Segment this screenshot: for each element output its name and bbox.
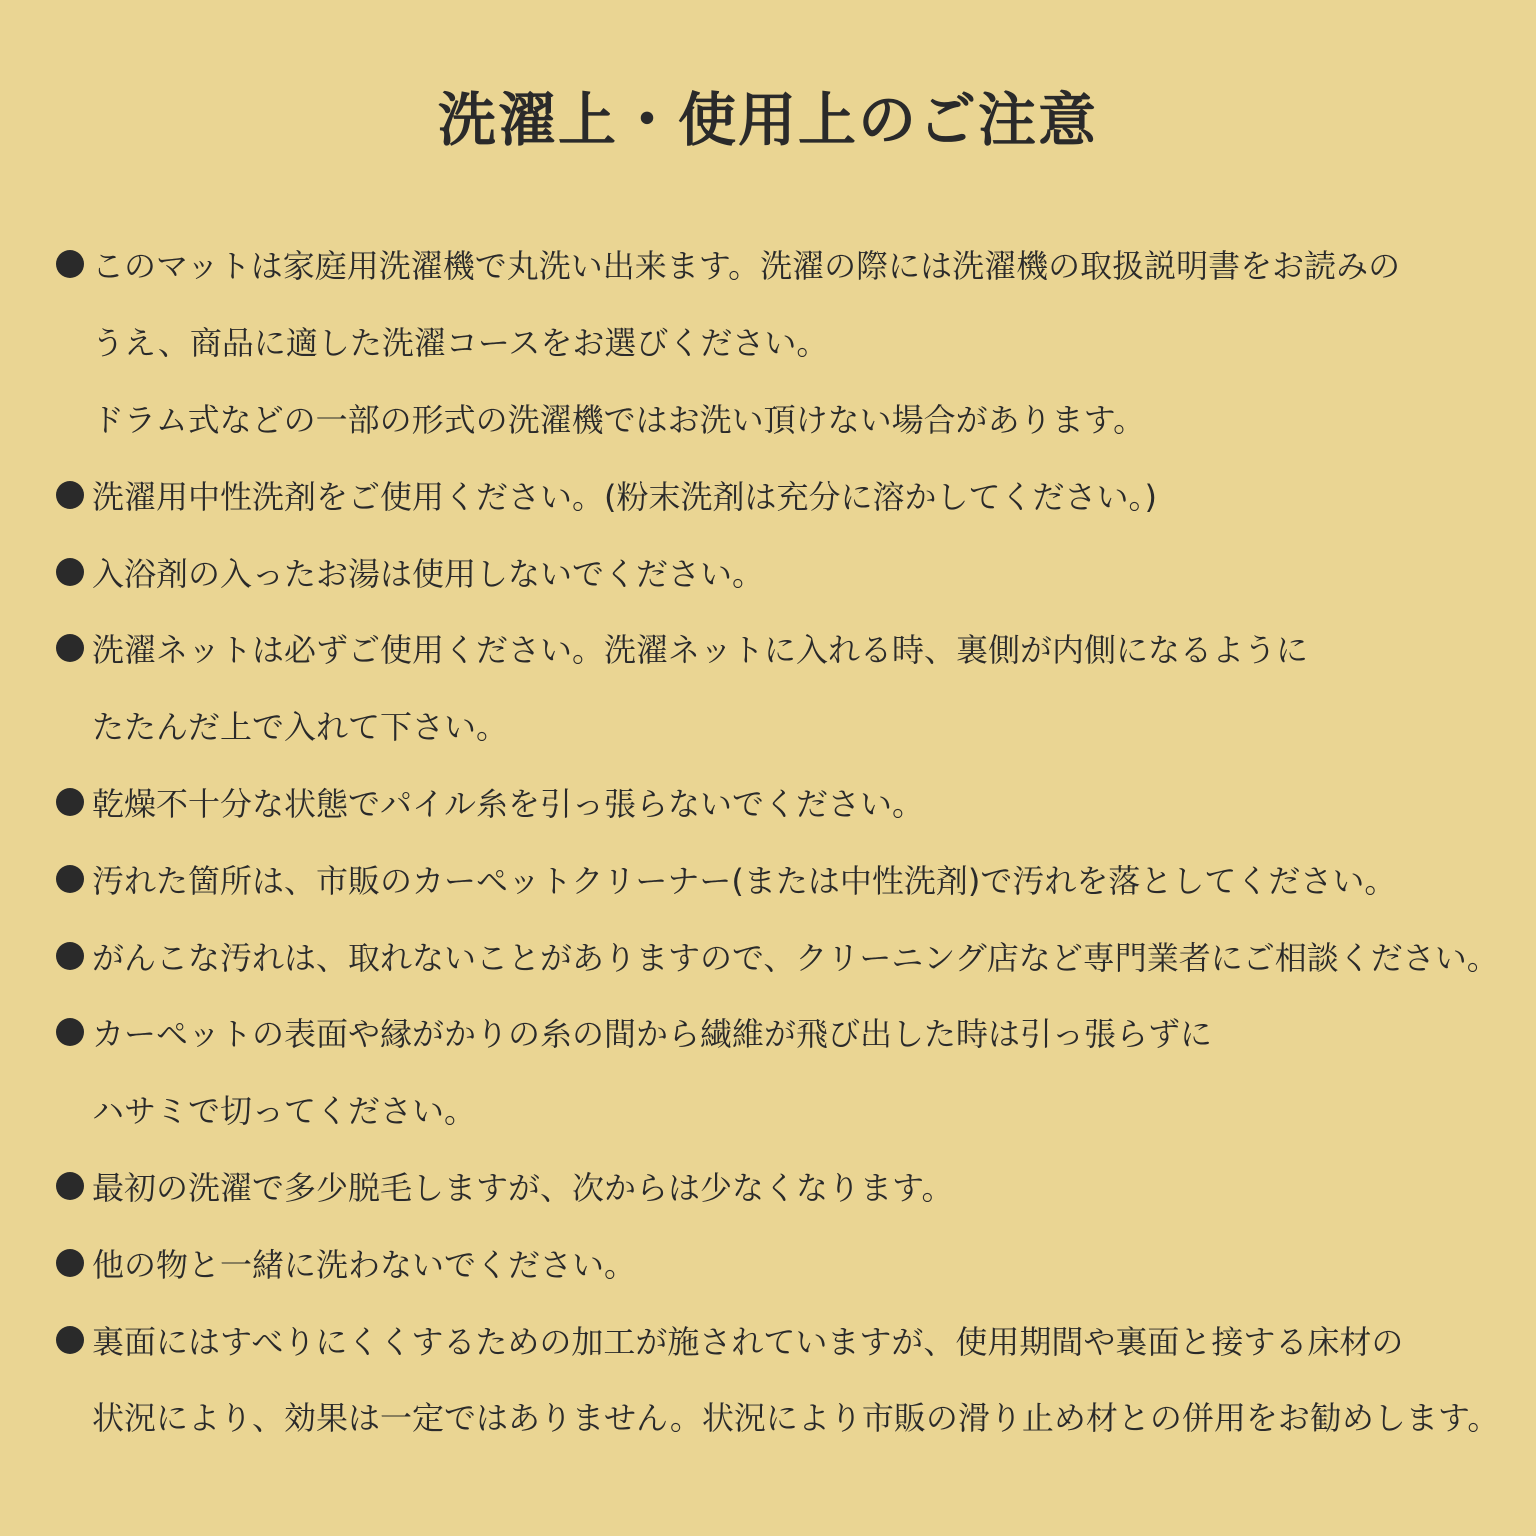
- note-line-7: [56, 687, 1516, 764]
- bullet-icon: [56, 862, 90, 896]
- note-text: 汚れた箇所は、市販のカーペットクリーナー(または中性洗剤)で汚れを落としてください。: [92, 861, 1397, 900]
- bullet-icon: [56, 247, 90, 281]
- note-text: ドラム式などの一部の形式の洗濯機ではお洗い頂けない場合があります。: [92, 400, 1146, 439]
- note-line-14: [56, 1224, 1516, 1301]
- bullet-icon: [56, 478, 90, 512]
- note-text: 他の物と一緒に洗わないでください。: [92, 1245, 637, 1284]
- note-line-10: [56, 917, 1516, 994]
- note-text: がんこな汚れは、取れないことがありますので、クリーニング店など専門業者にご相談ください。: [92, 938, 1499, 977]
- bullet-icon: [56, 1323, 90, 1357]
- bullet-icon: [56, 1169, 90, 1203]
- note-line-15: [56, 1301, 1516, 1378]
- note-line-13: [56, 1148, 1516, 1225]
- note-line-2: [56, 303, 1516, 380]
- note-text: うえ、商品に適した洗濯コースをお選びください。: [92, 324, 829, 363]
- bullet-icon: [56, 1246, 90, 1280]
- note-text: 最初の洗濯で多少脱毛しますが、次からは少なくなります。: [92, 1168, 954, 1207]
- bullet-icon: [56, 1015, 90, 1049]
- care-notes-list: [56, 226, 1516, 1455]
- note-text: 状況により、効果は一定ではありません。状況により市販の滑り止め材との併用をお勧めします。: [92, 1399, 1500, 1438]
- note-text: 洗濯ネットは必ずご使用ください。洗濯ネットに入れる時、裏側が内側になるように: [92, 631, 1309, 670]
- note-line-8: [56, 764, 1516, 841]
- note-line-11: [56, 994, 1516, 1071]
- note-text: 洗濯用中性洗剤をご使用ください。(粉末洗剤は充分に溶かしてください。): [92, 477, 1157, 516]
- note-text: カーペットの表面や縁がかりの糸の間から繊維が飛び出した時は引っ張らずに: [92, 1015, 1213, 1054]
- note-line-16: [56, 1378, 1516, 1455]
- note-line-1: [56, 226, 1516, 303]
- note-line-3: [56, 380, 1516, 457]
- note-text: ハサミで切ってください。: [92, 1092, 477, 1131]
- note-text: たたんだ上で入れて下さい。: [92, 708, 509, 747]
- note-line-12: [56, 1071, 1516, 1148]
- note-line-5: [56, 533, 1516, 610]
- note-line-4: [56, 456, 1516, 533]
- note-text: このマットは家庭用洗濯機で丸洗い出来ます。洗濯の際には洗濯機の取扱説明書をお読みの: [92, 247, 1401, 286]
- note-text: 入浴剤の入ったお湯は使用しないでください。: [92, 554, 765, 593]
- bullet-icon: [56, 631, 90, 665]
- bullet-icon: [56, 785, 90, 819]
- note-line-6: [56, 610, 1516, 687]
- page-title: 洗濯上・使用上のご注意: [437, 86, 1098, 154]
- bullet-icon: [56, 939, 90, 973]
- note-line-9: [56, 840, 1516, 917]
- note-text: 裏面にはすべりにくくするための加工が施されていますが、使用期間や裏面と接する床材の: [92, 1322, 1404, 1361]
- bullet-icon: [56, 555, 90, 589]
- note-text: 乾燥不十分な状態でパイル糸を引っ張らないでください。: [92, 784, 925, 823]
